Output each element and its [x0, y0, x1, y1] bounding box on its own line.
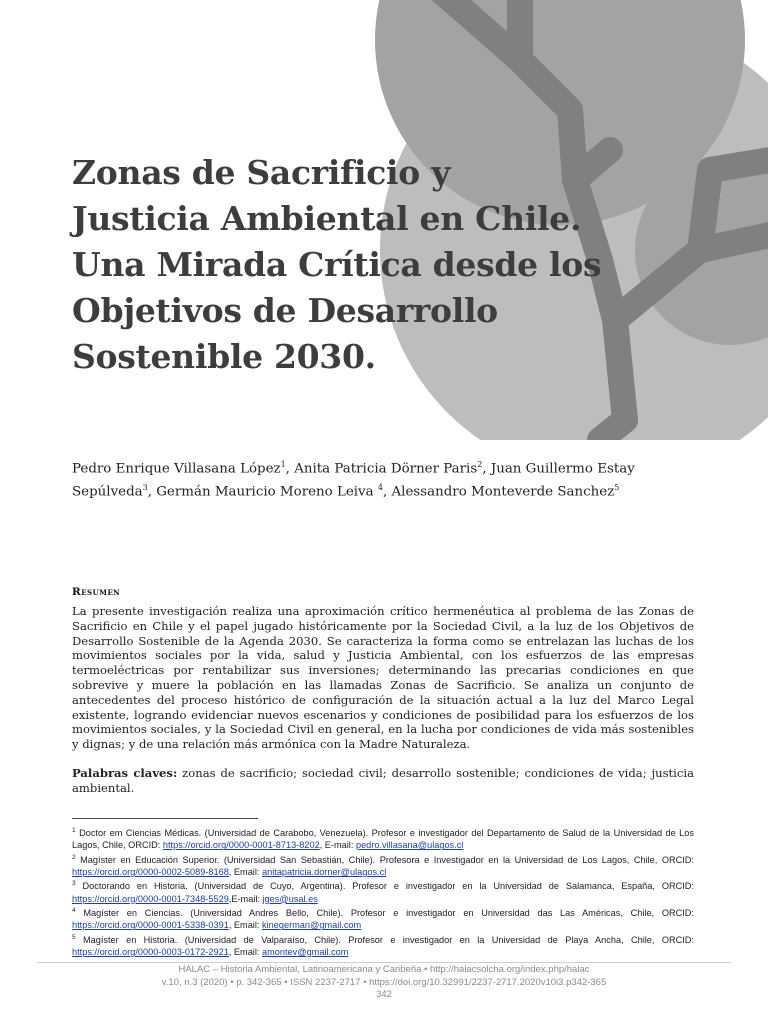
page-number: 342	[376, 989, 392, 1000]
footnote	[72, 878, 694, 905]
keywords-text: zonas de sacrificio; sociedad civil; desarrollo sostenible; condiciones de vida; justicia ambiental.	[72, 766, 694, 795]
orcid-link[interactable]: https://orcid.org/0000-0003-0172-2921	[72, 946, 229, 957]
author-name: Juan Guillermo Estay Sepúlveda	[72, 461, 635, 500]
abstract-heading: Resumen	[72, 586, 121, 598]
email-label: , E-mail:	[319, 840, 356, 851]
keywords-label: Palabras claves:	[72, 766, 178, 780]
email-link[interactable]: jges@usal.es	[262, 893, 318, 904]
title-line-4: Objetivos de Desarrollo	[72, 291, 498, 330]
page-footer	[0, 964, 768, 1002]
author-footnote-ref: 2	[477, 460, 483, 469]
orcid-link[interactable]: https://orcid.org/0000-0001-5338-0391	[72, 920, 229, 931]
footnote-number: 5	[72, 933, 76, 941]
footnote	[72, 932, 694, 959]
author-footnote-ref: 4	[377, 483, 383, 493]
author-name: Pedro Enrique Villasana López	[72, 461, 281, 477]
author-name: Alessandro Monteverde Sanchez	[391, 484, 615, 500]
email-label: ,E-mail:	[228, 893, 263, 904]
email-label: , Email:	[228, 946, 262, 957]
article-title	[72, 150, 632, 380]
orcid-link[interactable]: https://orcid.org/0000-0001-8713-8202	[162, 840, 320, 851]
footnote	[72, 825, 694, 852]
footnote	[72, 852, 694, 879]
title-line-5: Sostenible 2030.	[72, 337, 376, 376]
issue-info-line: v.10, n.3 (2020) • p. 342-365 • ISSN 2237-2717 • https://doi.org/10.32991/2237-2717.2020v10i3.p342-365	[161, 976, 607, 988]
footnote-number: 3	[72, 880, 76, 888]
footnote-text: Magíster en Educación Superior. (Universidad San Sebastián, Chile). Profesora e Investigador en la Universidad de Los Lagos, Chile, ORCID:	[80, 854, 694, 865]
footnote-number: 1	[72, 827, 76, 834]
abstract-text: La presente investigación realiza una aproximación crítico hermenéutica al problema de las Zonas de Sacrificio en Chile y el papel jugado históricamente por la Sociedad Civil, a la luz de los Objetivos de Desarrollo Sostenible de la Agenda 2030. Se caracteriza la forma como se entrelazan las luchas de los movimientos sociales por la vida, salud y Justicia Ambiental, con los esfuerzos de las empresas termoeléctricas por rentabilizar sus inversiones; determinando las precarias condiciones en que sobrevive y muere la población en las llamadas Zonas de Sacrificio. Se analiza un conjunto de antecedentes del proceso histórico de configuración de la situación actual a la luz del Marco Legal existente, logrando evidenciar nuevos escenarios y condiciones de posibilidad para los esfuerzos de los movimientos sociales, y la Sociedad Civil en general, en la lucha por condiciones de vida más sostenibles y dignas; y de una relación más armónica con la Madre Naturaleza.	[72, 604, 694, 752]
email-link[interactable]: pedro.villasana@ulagos.cl	[355, 840, 464, 851]
title-line-3: Una Mirada Crítica desde los	[72, 245, 602, 284]
footer-separator	[36, 962, 732, 963]
footnote-number: 4	[72, 906, 76, 914]
journal-info-line: HALAC – Historia Ambiental, Latinoamericana y Caribeña • http://halacsolcha.org/index.php/halac	[178, 964, 590, 975]
author-footnote-ref: 3	[142, 483, 148, 493]
email-label: , Email:	[228, 867, 262, 878]
footnote-text: Magíster en Ciencias. (Universidad Andres Bello, Chile). Profesor e investigador en Universidad das Las Américas, Chile, ORCID:	[83, 908, 694, 919]
footnote-text: Doctorando en Historia. (Universidad de Cuyo, Argentina). Profesor e investigador en la Universidad de Salamanca, España, ORCID:	[82, 881, 694, 892]
footnote-text: Doctor em Ciencias Médicas. (Universidad de Carabobo, Venezuela). Profesor e investigador del Departamento de Salud de la Universidad de Los Lagos, Chile, ORCID:	[72, 828, 694, 851]
email-link[interactable]: anitapatricia.dorner@ulagos.cl	[262, 867, 387, 878]
keywords	[72, 766, 694, 796]
email-label: , Email:	[228, 920, 262, 931]
email-link[interactable]: amontev@gmail.com	[262, 946, 349, 957]
authors-list: Pedro Enrique Villasana López$^1$, Anita Patricia Dörner Paris$^2$, Juan Guillermo Estay Sepúlveda$^3$, Germán Mauricio Moreno Leiva $^4$, Alessandro Monteverde Sanchez$^5$	[72, 460, 635, 500]
footnote	[72, 905, 694, 932]
author-name: Anita Patricia Dörner Paris	[294, 461, 478, 477]
author-footnote-ref: 1	[280, 460, 286, 469]
author-name: Germán Mauricio Moreno Leiva	[156, 484, 374, 500]
footnote-text: Magíster en Historia. (Universidad de Valparaíso, Chile). Profesor e investigador en la Universidad de Playa Ancha, Chile, ORCID:	[82, 934, 694, 945]
orcid-link[interactable]: https://orcid.org/0000-0001-7348-5529	[72, 893, 229, 904]
footnotes	[72, 825, 694, 958]
title-line-1: Zonas de Sacrificio y	[72, 153, 451, 192]
orcid-link[interactable]: https://orcid.org/0000-0002-5089-8168	[72, 867, 229, 878]
author-footnote-ref: 5	[614, 483, 620, 493]
email-link[interactable]: kinegerman@gmail.com	[262, 920, 362, 931]
footnote-number: 2	[72, 853, 76, 861]
footnote-separator	[72, 818, 258, 819]
title-line-2: Justicia Ambiental en Chile.	[72, 199, 582, 238]
